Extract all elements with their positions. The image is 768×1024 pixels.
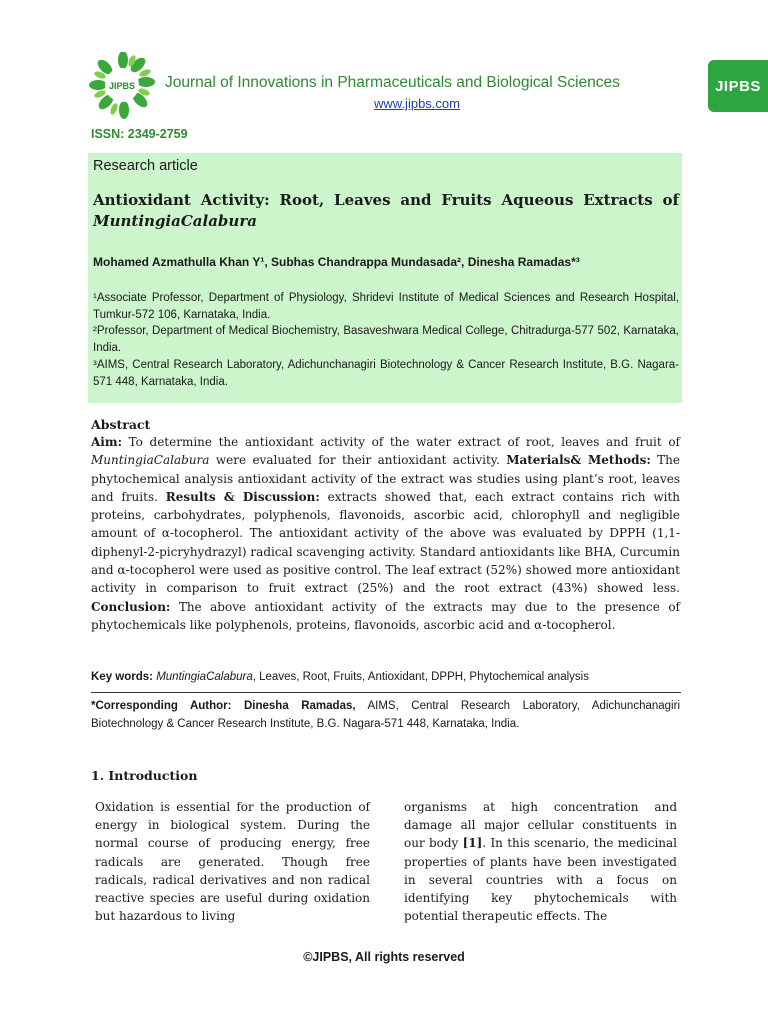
corresponding-label: *Corresponding Author: Dinesha Ramadas, xyxy=(91,700,356,712)
journal-badge: JIPBS xyxy=(708,60,768,112)
affiliation-1: ¹Associate Professor, Department of Physiology, Shridevi Institute of Medical Sciences and Research Hospital, Tumkur-572 106, Karnataka, India. xyxy=(93,292,679,321)
aim-label: Aim: xyxy=(91,435,122,449)
methods-label: Materials& Methods: xyxy=(506,453,651,468)
corresponding-author xyxy=(91,698,680,733)
corresponding-text: AIMS, Central Research Laboratory, Adichunchanagiri Biotechnology & Cancer Research Institute, B.G. Nagara-571 448, Karnataka, India. xyxy=(91,700,680,730)
logo-text: JIPBS xyxy=(108,81,136,91)
conclusion-label: Conclusion: xyxy=(91,599,171,614)
introduction-heading: 1. Introduction xyxy=(91,768,198,783)
copyright-footer: ©JIPBS, All rights reserved xyxy=(303,950,465,964)
keywords xyxy=(91,668,589,686)
affiliation-3: ³AIMS, Central Research Laboratory, Adichunchanagiri Biotechnology & Cancer Research Institute, B.G. Nagara-571 448, Karnataka, India. xyxy=(93,359,679,388)
methods-text: The phytochemical analysis antioxidant activity of the extract was studies using plant’s root, leaves and fruits. xyxy=(91,453,681,504)
species-name: MuntingiaCalabura xyxy=(91,453,210,468)
intro-right-text-2: . In this scenario, the medicinal properties of plants have been investigated in several countries with a focus on identifying key phytochemicals with potential therapeutic effects. The xyxy=(404,836,677,924)
journal-title: Journal of Innovations in Pharmaceuticals and Biological Sciences xyxy=(165,74,620,91)
introduction-right-column xyxy=(404,798,677,925)
divider xyxy=(91,692,681,693)
aim-text: To determine the antioxidant activity of the water extract of root, leaves and fruit of xyxy=(122,435,680,449)
aim-text-2: were evaluated for their antioxidant activity. xyxy=(209,453,507,468)
keywords-rest: , Leaves, Root, Fruits, Antioxidant, DPPH, Phytochemical analysis xyxy=(252,671,589,683)
article-type: Research article xyxy=(93,158,198,174)
abstract-body xyxy=(91,433,680,634)
affiliation-2: ²Professor, Department of Medical Biochemistry, Basaveshwara Medical College, Chitradurga-577 502, Karnataka, India. xyxy=(93,325,679,354)
results-label: Results & Discussion: xyxy=(165,489,320,504)
results-text: extracts showed that, each extract contains rich with proteins, carbohydrates, polyphenols, flavonoids, ascorbic acid, chlorophyll and negligible amount of α-tocopherol. The antioxidant activity of the above was evaluated by DPPH (1,1-diphenyl-2-picryhydrazyl) radical scavenging activity. Standard antioxidants like BHA, Curcumin and α-tocopherol were used as positive control. The leaf extract (52%) showed more antioxidant activity in comparison to fruit extract (25%) and the root extract (43%) showed less. xyxy=(91,489,680,596)
leaf-wreath-icon xyxy=(88,52,158,120)
journal-url-link[interactable]: www.jipbs.com xyxy=(374,96,460,111)
issn: ISSN: 2349-2759 xyxy=(91,127,188,141)
abstract-heading: Abstract xyxy=(91,417,151,432)
keywords-label: Key words: xyxy=(91,671,153,683)
title-box xyxy=(88,153,682,403)
journal-logo xyxy=(88,52,158,120)
citation: [1] xyxy=(462,836,483,851)
introduction-left-column: Oxidation is essential for the production of energy in biological system. During the normal course of producing energy, free radicals are generated. Though free radicals, radical derivatives and non radical reactive species are useful during oxidation but hazardous to living xyxy=(95,800,370,924)
authors: Mohamed Azmathulla Khan Y¹, Subhas Chandrappa Mundasada², Dinesha Ramadas*³ xyxy=(93,255,580,269)
intro-right-text-1: organisms at high concentration and damage all major cellular constituents in our body xyxy=(404,800,677,851)
article-title: Antioxidant Activity: Root, Leaves and Fruits Aqueous Extracts of xyxy=(93,191,679,209)
keyword-species: MuntingiaCalabura xyxy=(156,671,253,683)
article-title-species: MuntingiaCalabura xyxy=(93,212,257,230)
conclusion-text: The above antioxidant activity of the extracts may due to the presence of phytochemicals like polyphenols, proteins, flavonoids, ascorbic acid and α-tocopherol. xyxy=(91,599,680,632)
